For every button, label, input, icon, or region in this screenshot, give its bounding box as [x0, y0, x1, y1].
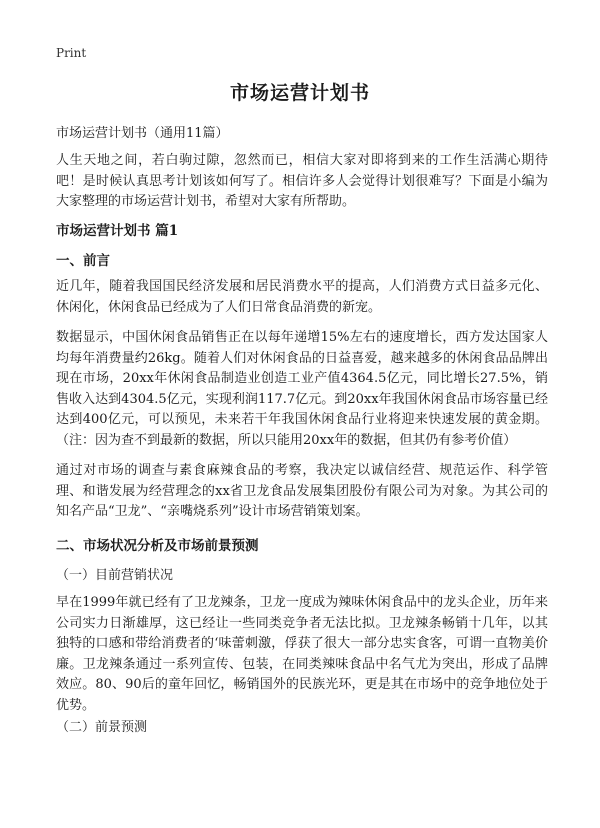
paragraph-3: 通过对市场的调查与素食麻辣食品的考察，我决定以诚信经营、规范运作、科学管理、和谐发展为经营理念的xx省卫龙食品发展集团股份有限公司为对象。为其公司的知名产品“卫龙”、“亲嘴烧系列”设计市场营销策划案。: [56, 463, 548, 519]
print-label: Print: [56, 46, 87, 60]
paragraph-1: 近几年，随着我国国民经济发展和居民消费水平的提高，人们消费方式日益多元化、休闲化，休闲食品已经成为了人们日常食品消费的新宠。: [56, 279, 548, 315]
document-title: 市场运营计划书: [229, 82, 370, 104]
heading-preface: 一、前言: [56, 253, 110, 269]
paragraph-2: 数据显示，中国休闲食品销售正在以每年递增15%左右的速度增长，西方发达国家人均每年消费量约26kg。随着人们对休闲食品的日益喜爱，越来越多的休闲食品品牌出现在市场，20xx年休闲食品制造业创造工业产值4364.5亿元，同比增长27.5%，销售收入达到4304.5亿元，实现利润117.7亿元。到20xx年我国休闲食品市场容量已经达到400亿元，可以预见，未来若干年我国休闲食品行业将迎来快速发展的黄金期。（注：因为查不到最新的数据，所以只能用20xx年的数据，但其仍有参考价值）: [56, 330, 548, 448]
subheading-current-status: （一）目前营销状况: [56, 568, 174, 583]
intro-paragraph: 人生天地之间，若白驹过隙，忽然而已，相信大家对即将到来的工作生活满心期待吧！是时候认真思考计划该如何写了。相信许多人会觉得计划很难写？下面是小编为大家整理的市场运营计划书，希望对大家有所帮助。: [56, 153, 548, 209]
heading-market-analysis: 二、市场状况分析及市场前景预测: [56, 538, 259, 554]
section-title-pian1: 市场运营计划书 篇1: [56, 223, 179, 239]
subheading-forecast: （二）前景预测: [56, 720, 148, 735]
document-subtitle: 市场运营计划书（通用11篇）: [56, 126, 229, 141]
paragraph-4: 早在1999年就已经有了卫龙辣条，卫龙一度成为辣味休闲食品中的龙头企业，历年来公司实力日渐雄厚，这已经让一些同类竞争者无法比拟。卫龙辣条畅销十几年，以其独特的口感和带给消费者的‘味蕾刺激，俘获了很大一部分忠实食客，可谓一直物美价廉。卫龙辣条通过一系列宣传、包装，在同类辣味食品中名气尤为突出，形成了品牌效应。80、90后的童年回忆，畅销国外的民族光环，更是其在市场中的竞争地位处于优势。: [56, 595, 548, 713]
